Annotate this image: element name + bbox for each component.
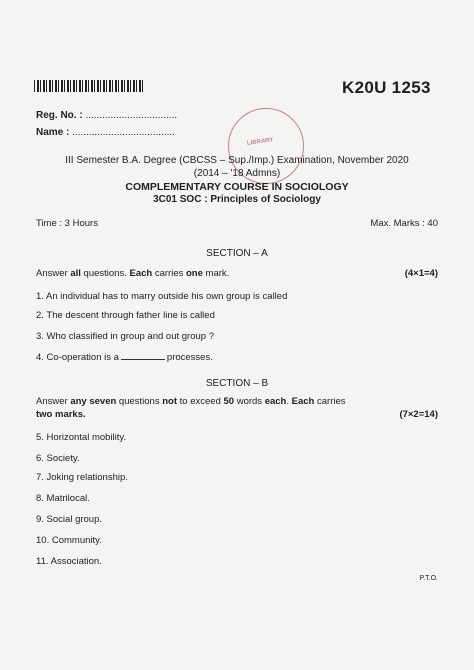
instr-text: words [234, 396, 265, 407]
instr-bold: Each [129, 268, 153, 279]
barcode [34, 80, 144, 92]
instr-text: mark. [202, 268, 230, 279]
stamp-label: LIBRARY [246, 137, 274, 147]
reg-no-dots: ................................. [85, 110, 178, 121]
name-label: Name : [36, 127, 70, 138]
section-b-marks: (7×2=14) [399, 409, 438, 420]
answer-blank [121, 359, 165, 360]
instr-text: Answer [36, 268, 71, 279]
instr-bold: all [70, 268, 81, 279]
section-a-marks: (4×1=4) [404, 268, 438, 279]
question-7: 7. Joking relationship. [36, 472, 128, 483]
instr-bold: not [162, 396, 178, 407]
question-5: 5. Horizontal mobility. [36, 432, 127, 443]
question-3: 3. Who classified in group and out group ? [36, 331, 214, 342]
instr-bold: any seven [70, 396, 117, 407]
section-a-instructions [36, 268, 229, 279]
paper-title: 3C01 SOC : Principles of Sociology [153, 194, 321, 205]
course-title: COMPLEMENTARY COURSE IN SOCIOLOGY [125, 181, 349, 193]
name-dots: ..................................... [72, 127, 175, 138]
instr-bold: each [264, 396, 287, 407]
exam-title-line2: (2014 – '18 Admns) [193, 168, 281, 179]
instr-text: . [286, 396, 292, 407]
instr-bold: one [186, 268, 203, 279]
question-4-text: processes. [166, 352, 213, 363]
time-label: Time : 3 Hours [36, 218, 98, 229]
name-field [36, 127, 175, 138]
question-4 [36, 352, 213, 363]
section-b-instructions-line2: two marks. [36, 409, 86, 420]
section-b-title: SECTION – B [205, 378, 269, 389]
section-b-instructions [36, 396, 346, 407]
question-8: 8. Matrilocal. [36, 493, 90, 504]
question-6: 6. Society. [36, 453, 80, 464]
question-4-text: 4. Co-operation is a [36, 352, 119, 363]
question-11: 11. Association. [36, 556, 102, 567]
pto-label: P.T.O. [419, 575, 438, 582]
reg-no-label: Reg. No. : [36, 110, 83, 121]
question-10: 10. Community. [36, 535, 102, 546]
instr-text: questions [116, 396, 163, 407]
question-2: 2. The descent through father line is called [36, 310, 215, 321]
section-a-title: SECTION – A [206, 248, 268, 259]
question-1: 1. An individual has to marry outside his own group is called [36, 291, 288, 302]
instr-text: questions. [80, 268, 130, 279]
max-marks-label: Max. Marks : 40 [370, 218, 438, 229]
instr-bold: 50 [223, 396, 235, 407]
exam-title-line1: III Semester B.A. Degree (CBCSS – Sup./Imp.) Examination, November 2020 [65, 155, 409, 166]
instr-text: to exceed [177, 396, 224, 407]
question-9: 9. Social group. [36, 514, 103, 525]
instr-bold: Each [291, 396, 315, 407]
instr-text: carries [152, 268, 186, 279]
reg-no-field [36, 110, 177, 121]
instr-text: carries [314, 396, 346, 407]
paper-code: K20U 1253 [342, 78, 431, 97]
instr-text: Answer [36, 396, 71, 407]
